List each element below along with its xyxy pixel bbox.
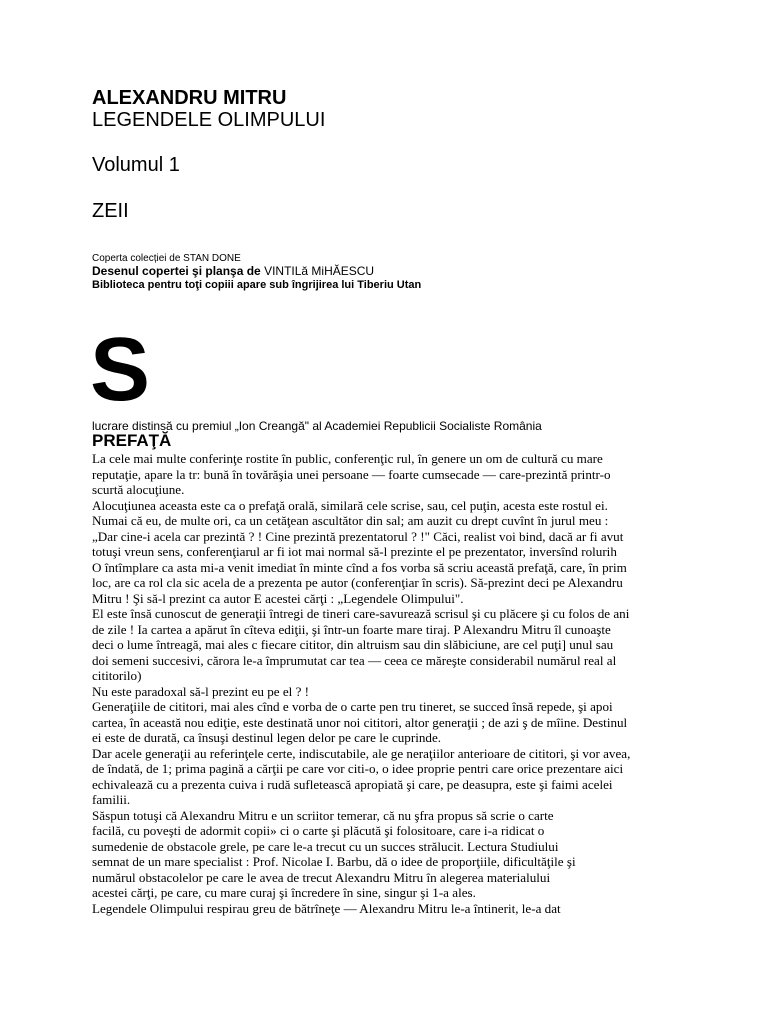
part-title: ZEII: [92, 200, 129, 222]
body-line: totuşi vreun sens, conferenţiarul ar fi iot mai normal să-l prezinte el pe prezentator, inversînd rolurih: [92, 544, 617, 559]
body-line: Generaţiile de cititori, mai ales cînd e vorba de o carte pen tru tineret, se succed însă repede, şi apoi: [92, 699, 613, 714]
body-line: Numai că eu, de multe ori, ca un cetăţean ascultător din sal; am auzit cu drept cuvînt în jurul meu :: [92, 513, 609, 528]
body-line: doi semeni succesivi, cărora le-a împrumutat car tea — ceea ce măreşte considerabil numărul real al: [92, 652, 617, 668]
body-line: de zile ! Ia cartea a apărut în cîteva ediţii, şi într-un foarte mare tiraj. P Alexandru Mitru îl cunoaşte: [92, 621, 611, 637]
body-line: La cele mai multe conferinţe rostite în public, conferenţic rul, în genere un om de cultură cu mare: [92, 451, 603, 466]
body-line: Legendele Olimpului respirau greu de bătrîneţe — Alexandru Mitru le-a întinerit, le-a dat: [92, 900, 561, 916]
body-line: semnat de un mare specialist : Prof. Nicolae I. Barbu, dă o idee de proporţiile, dificultăţile şi: [92, 854, 576, 869]
book-title: LEGENDELE OLIMPULUI: [92, 109, 326, 131]
body-line: Nu este paradoxal să-l prezint eu pe el ? !: [92, 683, 310, 699]
drawing-credit: [92, 264, 374, 279]
body-line: „Dar cine-i acela car prezintă ? ! Cine prezintă prezentatorul ? !" Căci, realist voi bind, dacă ar fi avut: [92, 528, 624, 544]
body-line: facilă, cu poveşti de adormit copii» ci o carte şi plăcută şi folositoare, care i-a ridicat o: [92, 823, 545, 838]
drawing-credit-label: Desenul copertei şi planşa de: [92, 264, 261, 278]
body-line: echivalează cu a prezenta cuiva i rudă sufletească apropiată şi care, pe deasupra, este şi faimi acelei: [92, 776, 613, 792]
drop-cap-letter: S: [90, 320, 151, 420]
award-note: lucrare distinsă cu premiul „Ion Creangă" al Academiei Republicii Socialiste România: [92, 419, 542, 433]
preface-body: [92, 451, 712, 916]
cover-credit: Coperta colecției de STAN DONE: [92, 253, 241, 264]
body-line: scurtă alocuţiune.: [92, 482, 185, 497]
body-line: loc, are ca rol cla sic acela de a prezenta pe autor (conferenţiar în scris). Să-prezint deci pe Alexandru: [92, 575, 623, 590]
body-line: sumedenie de obstacole grele, pe care le-a trecut cu un succes strălucit. Lectura Studiului: [92, 838, 559, 854]
body-line: ei este de durată, ca însuşi destinul legen delor pe care le cuprinde.: [92, 730, 442, 745]
body-line: El este însă cunoscut de generaţii întregi de tineri care-savurează scrisul şi cu plăcere şi cu folos de ani: [92, 606, 630, 621]
author-name: ALEXANDRU MITRU: [92, 87, 287, 109]
body-line: familii.: [92, 792, 131, 807]
drawing-credit-name: VINTILă MiHĂESCU: [260, 264, 375, 278]
body-line: Mitru ! Şi să-l prezint ca autor E acestei cărţi : „Legendele Olimpului".: [92, 590, 464, 606]
body-line: cititorilo): [92, 668, 142, 683]
preface-heading: PREFAŢĂ: [92, 431, 172, 450]
body-line: acestei cărţi, pe care, cu mare curaj şi încredere în sine, singur şi 1-a ales.: [92, 885, 476, 900]
body-line: deci o lume întreagă, mai ales c fiecare cititor, din altruism sau din slăbiciune, are cel puţi] unul sau: [92, 637, 614, 652]
body-line: Săspun totuşi că Alexandru Mitru e un scriitor temerar, că nu şfra propus să scrie o carte: [92, 807, 554, 823]
body-line: Dar acele generaţii au referinţele certe, indiscutabile, ale ge neraţiilor anterioare de cititori, şi vor avea,: [92, 745, 631, 761]
body-line: de îndată, de 1; prima pagină a cărţii pe care vor citi-o, o idee proprie pentri care orice prezentare aici: [92, 761, 624, 776]
volume-label: Volumul 1: [92, 154, 180, 176]
body-line: O întîmplare ca asta mi-a venit imediat în minte cînd a fos vorba să scriu această prefaţă, care, în prim: [92, 559, 627, 575]
body-line: cartea, în această nou ediţie, este destinată unor noi cititori, altor generaţii ; de azi ş de mîine. Destinul: [92, 714, 628, 730]
body-line: numărul obstacolelor pe care le avea de trecut Alexandru Mitru în alegerea materialului: [92, 869, 551, 885]
body-line: reputaţie, apare la tr: bună în tovărăşia unei persoane — foarte cumsecade — care-prezintă printr-o: [92, 466, 611, 482]
series-credit: Biblioteca pentru toţi copiii apare sub îngrijirea lui Tiberiu Utan: [92, 279, 422, 291]
body-line: Alocuţiunea aceasta este ca o prefaţă orală, similară cele scrise, sau, cel puţin, acesta este rostul ei.: [92, 497, 608, 513]
